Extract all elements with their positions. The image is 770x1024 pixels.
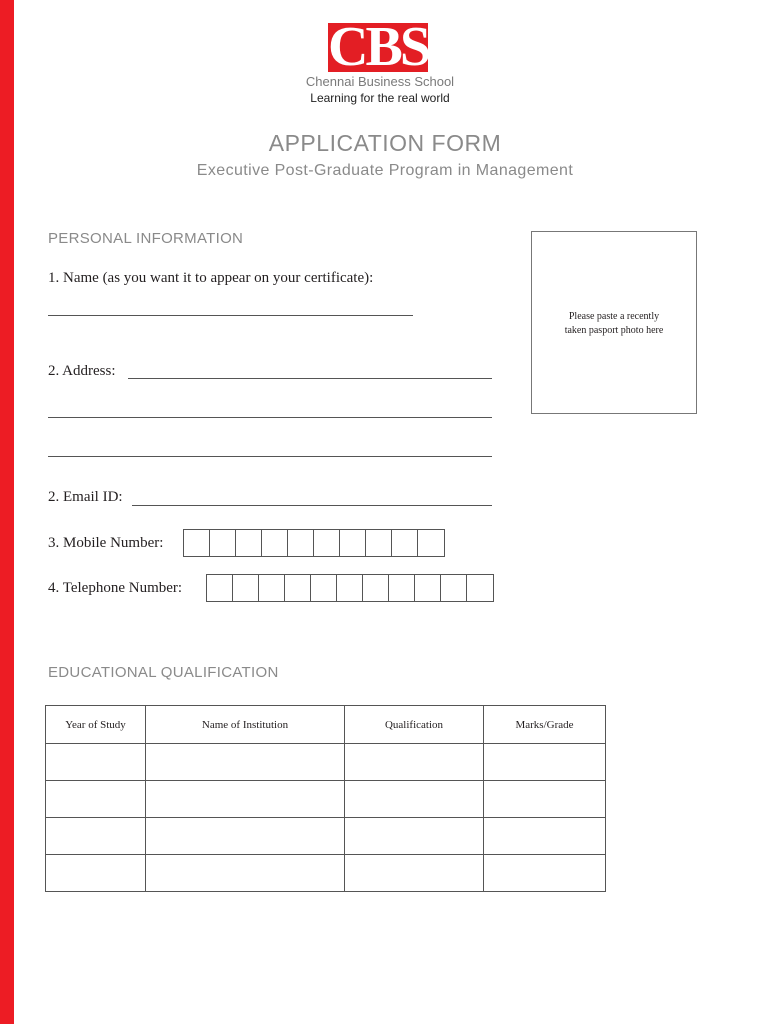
mobile-digit-box[interactable] xyxy=(236,530,262,556)
page-title: APPLICATION FORM xyxy=(268,130,502,156)
mobile-digit-box[interactable] xyxy=(366,530,392,556)
mobile-digit-box[interactable] xyxy=(418,530,444,556)
address-label: 2. Address: xyxy=(48,363,116,379)
mobile-digit-box[interactable] xyxy=(262,530,288,556)
table-row xyxy=(46,781,606,818)
telephone-label: 4. Telephone Number: xyxy=(48,580,183,596)
table-row xyxy=(46,818,606,855)
table-row xyxy=(46,744,606,781)
table-cell[interactable] xyxy=(146,781,345,818)
col-header-year: Year of Study xyxy=(46,706,146,744)
address-field-line1[interactable] xyxy=(128,378,492,379)
telephone-digit-box[interactable] xyxy=(363,575,389,601)
mobile-label: 3. Mobile Number: xyxy=(48,535,164,551)
telephone-digit-box[interactable] xyxy=(311,575,337,601)
address-field-line2[interactable] xyxy=(48,417,492,418)
table-cell[interactable] xyxy=(484,781,606,818)
col-header-institution: Name of Institution xyxy=(146,706,345,744)
telephone-digit-box[interactable] xyxy=(285,575,311,601)
page-subtitle: Executive Post-Graduate Program in Management xyxy=(196,162,574,179)
telephone-digit-box[interactable] xyxy=(467,575,493,601)
table-cell[interactable] xyxy=(345,818,484,855)
table-cell[interactable] xyxy=(146,855,345,892)
education-table xyxy=(45,705,606,892)
telephone-digit-box[interactable] xyxy=(337,575,363,601)
mobile-digit-box[interactable] xyxy=(184,530,210,556)
telephone-digit-box[interactable] xyxy=(207,575,233,601)
col-header-marks: Marks/Grade xyxy=(484,706,606,744)
mobile-digit-box[interactable] xyxy=(314,530,340,556)
table-cell[interactable] xyxy=(345,744,484,781)
mobile-number-boxes[interactable] xyxy=(183,529,445,557)
logo-school-name: Chennai Business School xyxy=(305,74,455,89)
telephone-digit-box[interactable] xyxy=(441,575,467,601)
table-cell[interactable] xyxy=(345,781,484,818)
photo-text-line2: taken pasport photo here xyxy=(564,325,664,336)
table-cell[interactable] xyxy=(484,855,606,892)
photo-box[interactable] xyxy=(531,231,697,414)
mobile-digit-box[interactable] xyxy=(288,530,314,556)
table-cell[interactable] xyxy=(46,744,146,781)
telephone-digit-box[interactable] xyxy=(389,575,415,601)
table-cell[interactable] xyxy=(46,781,146,818)
name-field[interactable] xyxy=(48,315,413,316)
table-cell[interactable] xyxy=(146,744,345,781)
mobile-digit-box[interactable] xyxy=(392,530,418,556)
telephone-number-boxes[interactable] xyxy=(206,574,494,602)
table-cell[interactable] xyxy=(46,818,146,855)
personal-info-heading: PERSONAL INFORMATION xyxy=(48,230,244,247)
telephone-digit-box[interactable] xyxy=(415,575,441,601)
education-heading: EDUCATIONAL QUALIFICATION xyxy=(48,664,279,681)
cbs-logo xyxy=(328,23,428,72)
mobile-digit-box[interactable] xyxy=(340,530,366,556)
table-cell[interactable] xyxy=(345,855,484,892)
table-row xyxy=(46,855,606,892)
logo-tagline: Learning for the real world xyxy=(310,91,450,105)
name-label: 1. Name (as you want it to appear on your certificate): xyxy=(48,270,374,286)
email-label: 2. Email ID: xyxy=(48,489,123,505)
photo-instructions xyxy=(532,310,696,338)
telephone-digit-box[interactable] xyxy=(259,575,285,601)
table-cell[interactable] xyxy=(484,744,606,781)
mobile-digit-box[interactable] xyxy=(210,530,236,556)
table-cell[interactable] xyxy=(484,818,606,855)
photo-text-line1: Please paste a recently xyxy=(568,311,660,322)
table-cell[interactable] xyxy=(46,855,146,892)
email-field[interactable] xyxy=(132,505,492,506)
table-cell[interactable] xyxy=(146,818,345,855)
logo-letters: CBS xyxy=(328,23,428,72)
col-header-qualification: Qualification xyxy=(345,706,484,744)
telephone-digit-box[interactable] xyxy=(233,575,259,601)
address-field-line3[interactable] xyxy=(48,456,492,457)
education-table-header xyxy=(46,706,606,744)
